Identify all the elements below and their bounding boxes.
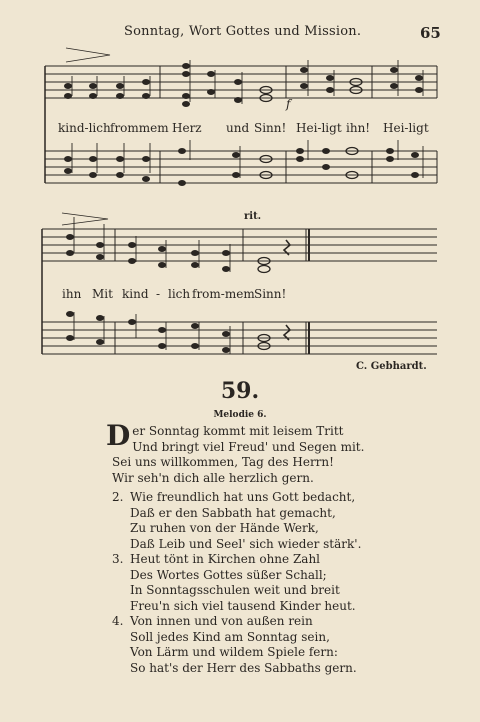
stanza-line: Daß Leib und Seel' sich wieder stärk'. bbox=[130, 536, 362, 551]
stanza-number: 3. bbox=[112, 552, 124, 566]
lyric: Hei-ligt bbox=[296, 121, 342, 135]
lyric: ihn bbox=[62, 287, 82, 301]
stanza-line: er Sonntag kommt mit leisem Tritt bbox=[132, 424, 344, 438]
staff-lower-2 bbox=[42, 322, 437, 354]
stanza-2 bbox=[112, 490, 361, 552]
lyric: Herz bbox=[172, 121, 202, 135]
stanza-line: Von innen und von außen rein bbox=[130, 614, 313, 628]
lyric: frommem bbox=[110, 121, 169, 135]
svg-text:f: f bbox=[286, 97, 291, 111]
stanza-4 bbox=[112, 614, 357, 676]
lyric: Hei-ligt bbox=[383, 121, 429, 135]
stanza-line: Wie freundlich hat uns Gott bedacht, bbox=[130, 490, 356, 504]
lyric: lich bbox=[168, 287, 191, 301]
drop-cap: D bbox=[106, 419, 131, 452]
lyric: Sinn! bbox=[254, 287, 287, 301]
stanza-line: Daß er den Sabbath hat gemacht, bbox=[130, 505, 336, 520]
lyric: kind-lich bbox=[58, 121, 111, 135]
stanza-line: So hat's der Herr des Sabbaths gern. bbox=[130, 660, 357, 675]
stanza-line: In Sonntagsschulen weit und breit bbox=[130, 583, 340, 598]
lyric: ihn! bbox=[346, 121, 371, 135]
stanza-line: Sei uns willkommen, Tag des Herrn! bbox=[112, 455, 334, 470]
stanza-line: Des Wortes Gottes süßer Schall; bbox=[130, 567, 327, 582]
staff-lower-1 bbox=[45, 151, 437, 183]
page-number: 65 bbox=[420, 24, 441, 42]
stanza-line: Soll jedes Kind am Sonntag sein, bbox=[130, 629, 330, 644]
stanza-line: Heut tönt in Kirchen ohne Zahl bbox=[130, 552, 321, 566]
composer-credit: C. Gebhardt. bbox=[356, 361, 427, 372]
running-head: Sonntag, Wort Gottes und Mission. bbox=[124, 24, 362, 39]
stanza-number: 2. bbox=[112, 490, 124, 504]
stanza-1 bbox=[106, 419, 365, 486]
lyric: kind bbox=[122, 287, 149, 301]
stanza-number: 4. bbox=[112, 614, 124, 628]
hymn-number: 59. bbox=[220, 378, 260, 404]
lyric: Mit bbox=[92, 287, 113, 301]
stanza-line: Freu'n sich viel tausend Kinder heut. bbox=[130, 598, 356, 613]
stanza-line: Und bringt viel Freud' und Segen mit. bbox=[132, 439, 365, 454]
melody-reference: Melodie 6. bbox=[213, 410, 267, 420]
stanza-line: Zu ruhen von der Hände Werk, bbox=[130, 521, 319, 536]
lyric: - bbox=[156, 287, 161, 301]
tempo-mark: rit. bbox=[244, 211, 262, 222]
stanza-3 bbox=[112, 552, 356, 614]
lyric: Sinn! bbox=[254, 121, 287, 135]
stanza-line: Von Lärm und wildem Spiele fern: bbox=[130, 645, 338, 660]
stanza-line: Wir seh'n dich alle herzlich gern. bbox=[112, 470, 314, 485]
lyric: und bbox=[226, 121, 250, 135]
lyric: from-mem bbox=[192, 287, 255, 301]
